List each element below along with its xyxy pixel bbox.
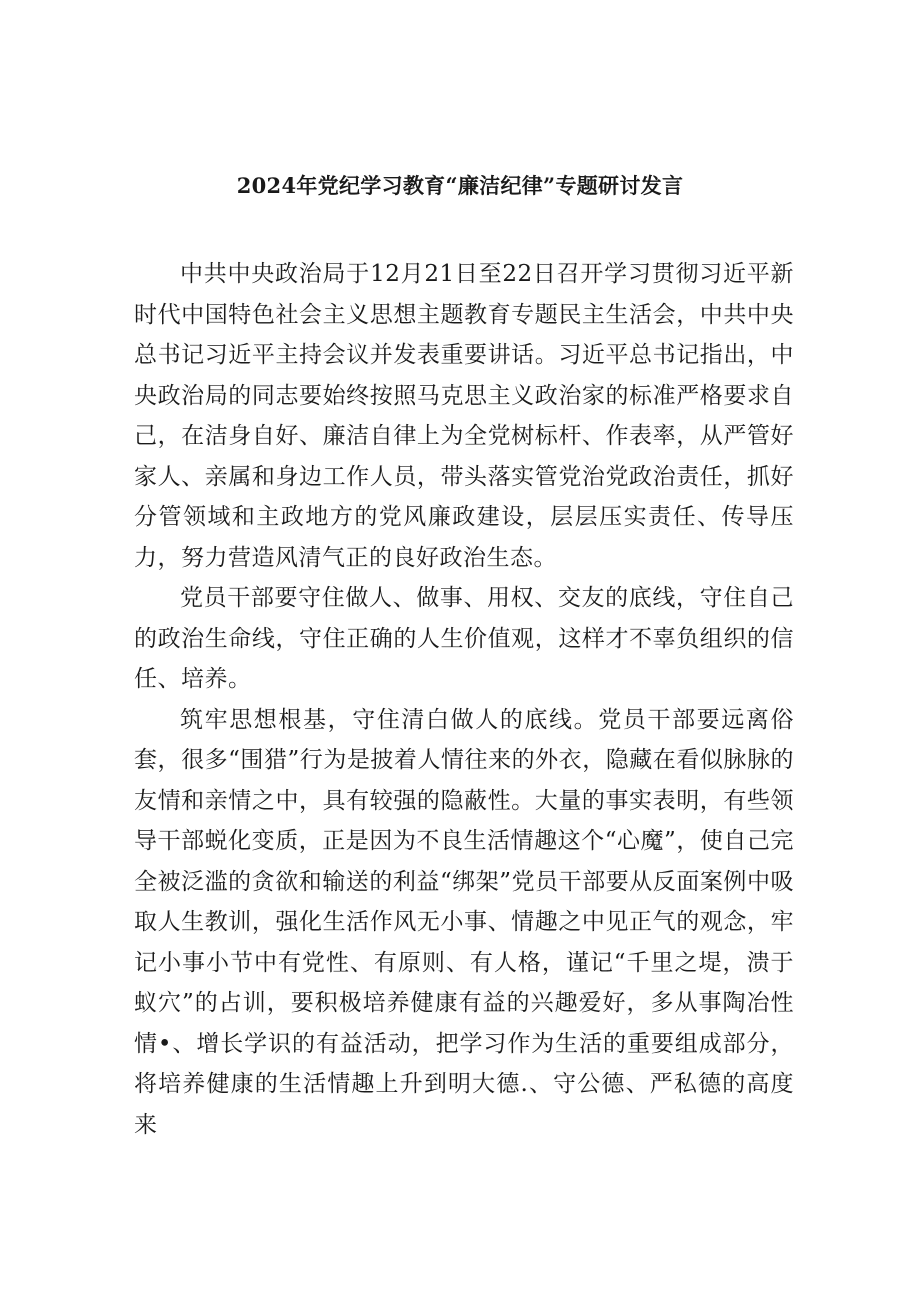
paragraph-1: 中共中央政治局于12月21日至22日召开学习贯彻习近平新时代中国特色社会主义思想主题教育专题民主生活会，中共中央总书记习近平主持会议并发表重要讲话。习近平总书记指出，中央政治局的同志要始终按照马克思主义政治家的标准严格要求自己，在洁身自好、廉洁自律上为全党树标杆、作表率，从严管好家人、亲属和身边工作人员，带头落实管党治党政治责任，抓好分管领域和主政地方的党风廉政建设，层层压实责任、传导压力，努力营造风清气正的良好政治生态。	[134, 261, 794, 571]
document-body	[134, 254, 794, 1145]
paragraph-2: 党员干部要守住做人、做事、用权、交友的底线，守住自己的政治生命线，守住正确的人生价值观，这样才不辜负组织的信任、培养。	[134, 585, 794, 692]
paragraph-3: 筑牢思想根基，守住清白做人的底线。党员干部要远离俗套，很多“围猎”行为是披着人情往来的外衣，隐藏在看似脉脉的友情和亲情之中，具有较强的隐蔽性。大量的事实表明，有些领导干部蜕化变质，正是因为不良生活情趣这个“心魔”，使自己完全被泛滥的贪欲和输送的利益“绑架”党员干部要从反面案例中吸取人生教训，强化生活作风无小事、情趣之中见正气的观念，牢记小事小节中有党性、有原则、有人格，谨记“千里之堤，溃于蚁穴”的占训，要积极培养健康有益的兴趣爱好，多从事陶冶性情•、增长学识的有益活动，把学习作为生活的重要组成部分，将培养健康的生活情趣上升到明大德.、守公德、严私德的高度来	[134, 706, 794, 1138]
document-title: 2024年党纪学习教育“廉洁纪律”专题研讨发言	[236, 173, 684, 198]
